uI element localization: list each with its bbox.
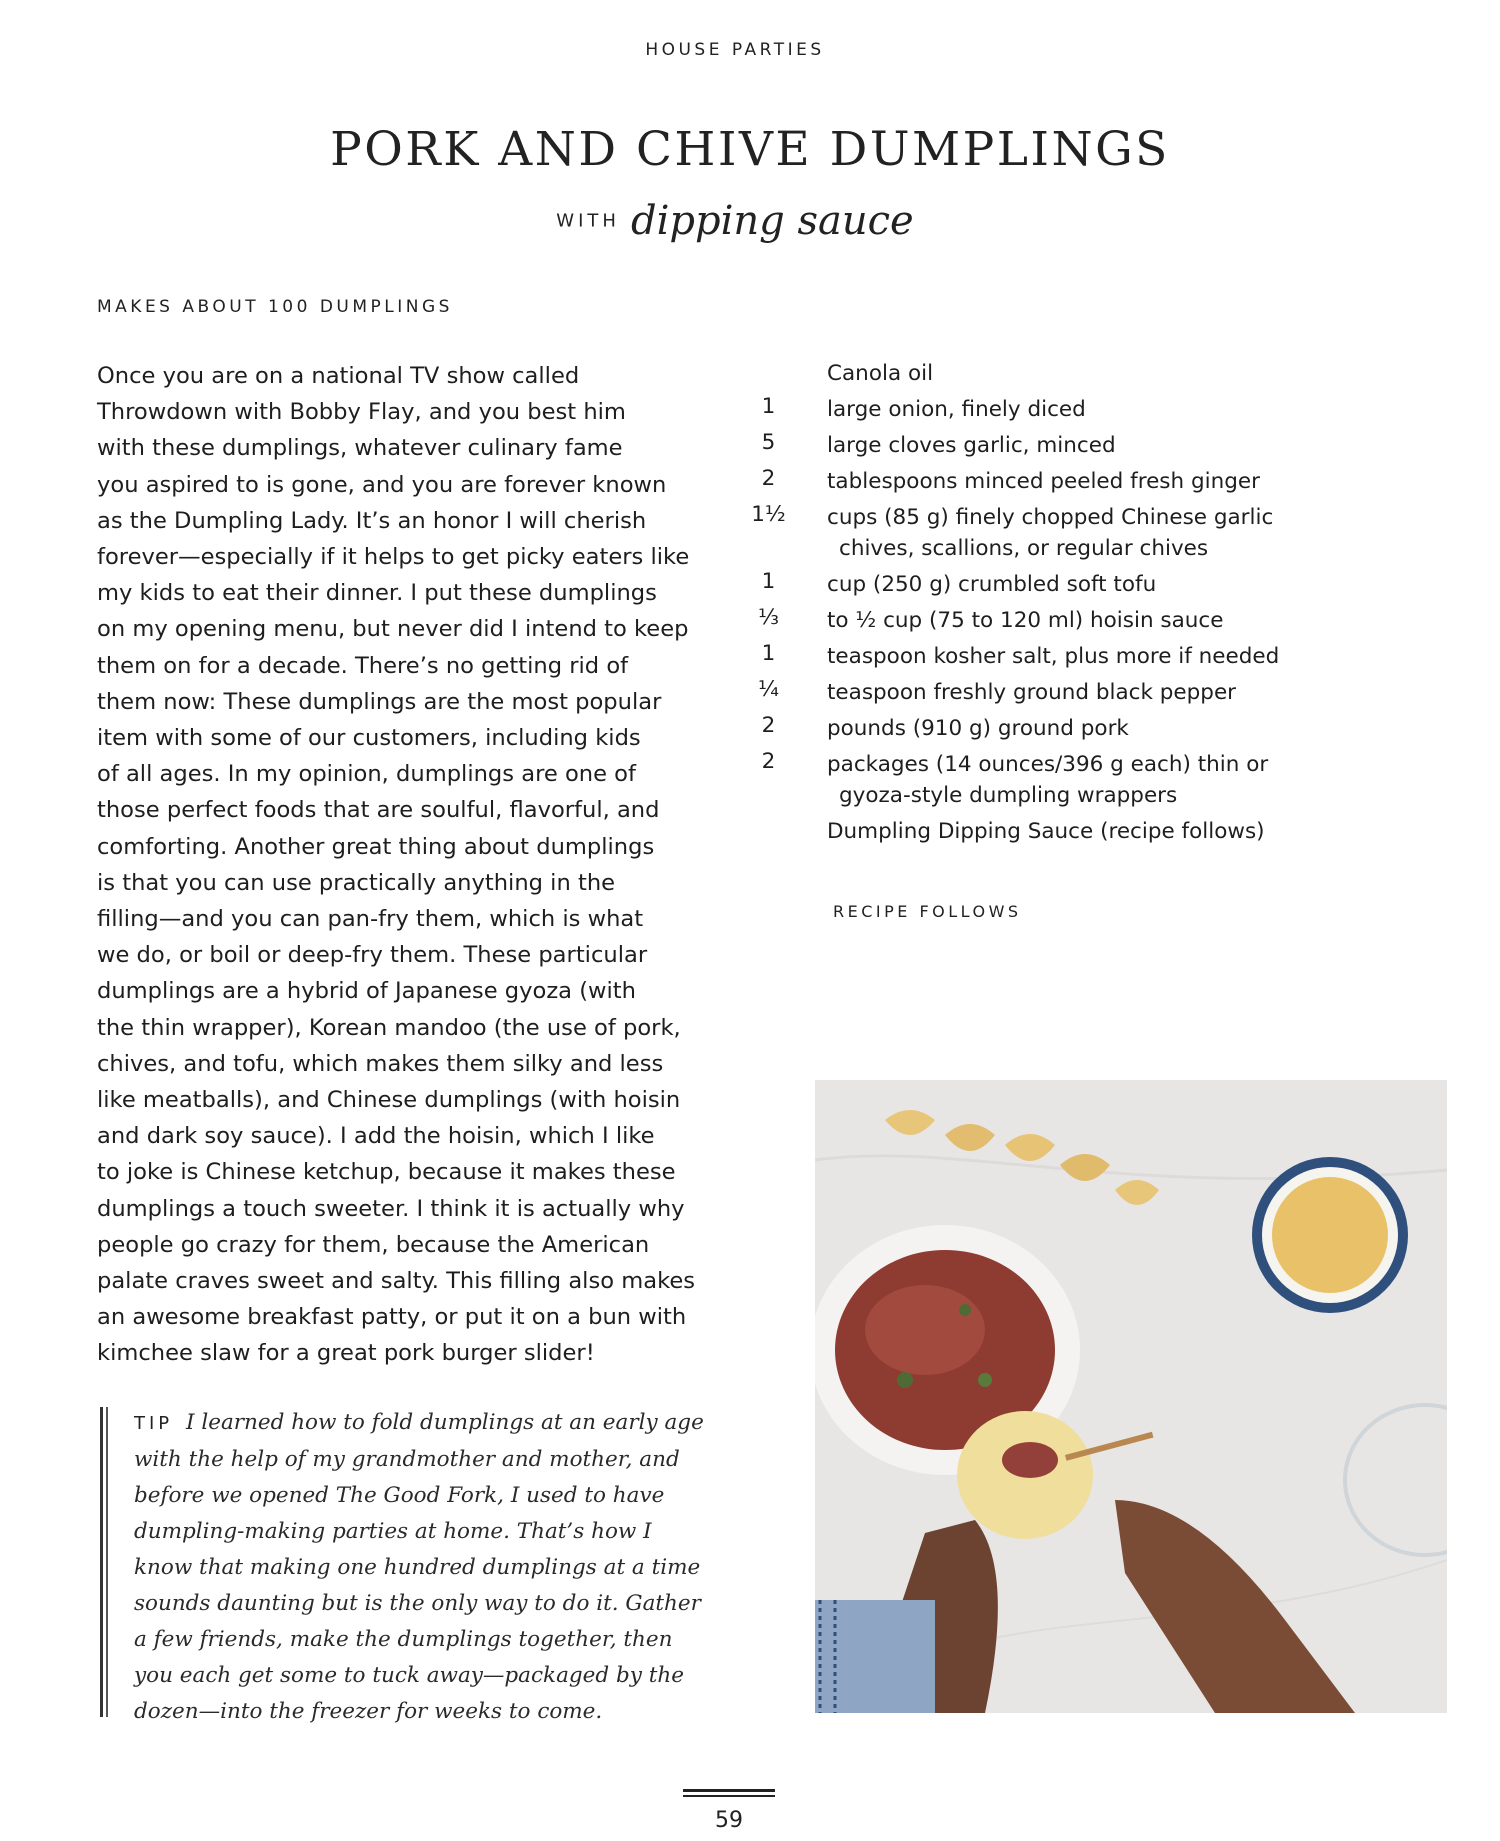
intro-text [97, 358, 737, 1372]
ingredient-description: pounds (910 g) ground pork [827, 716, 1129, 741]
intro-line: of all ages. In my opinion, dumplings are one of [97, 761, 636, 788]
intro-line: like meatballs), and Chinese dumplings (with hoisin [97, 1087, 681, 1114]
intro-line: on my opening menu, but never did I intend to keep [97, 616, 689, 643]
ingredient-description: tablespoons minced peeled fresh ginger [827, 469, 1260, 494]
ingredient-row [740, 677, 1340, 708]
ingredient-row [740, 569, 1340, 600]
ingredient-row [740, 394, 1340, 425]
intro-line: kimchee slaw for a great pork burger slider! [97, 1340, 595, 1367]
intro-line: filling—and you can pan-fry them, which is what [97, 906, 644, 933]
ingredient-continuation: chives, scallions, or regular chives [839, 536, 1209, 561]
ingredient-row [740, 816, 1340, 847]
ingredient-quantity: 5 [761, 430, 776, 455]
ingredient-text [797, 749, 1340, 811]
intro-line: and dark soy sauce). I add the hoisin, which I like [97, 1123, 655, 1150]
page-number-rule [683, 1789, 775, 1792]
subtitle-prefix: WITH [556, 210, 620, 232]
ingredient-row [740, 749, 1340, 811]
ingredient-text [797, 605, 1340, 636]
subtitle-italic: dipping sauce [631, 198, 914, 244]
recipe-yield: MAKES ABOUT 100 DUMPLINGS [97, 297, 453, 317]
intro-line: them on for a decade. There’s no getting rid of [97, 652, 629, 679]
tip-box [98, 1405, 704, 1724]
intro-line: as the Dumpling Lady. It’s an honor I will cherish [97, 507, 647, 534]
ingredient-row [740, 502, 1340, 564]
ingredient-description: teaspoon freshly ground black pepper [827, 680, 1237, 705]
intro-line: you aspired to is gone, and you are forever known [97, 471, 667, 498]
intro-line: forever—especially if it helps to get picky eaters like [97, 544, 690, 571]
ingredient-quantity: 1 [761, 394, 776, 419]
ingredient-row [740, 713, 1340, 744]
ingredient-row [740, 641, 1340, 672]
ingredient-quantity: 2 [761, 466, 776, 491]
ingredient-text [797, 816, 1340, 847]
ingredient-quantity: 1½ [751, 502, 786, 527]
ingredient-quantity: ¼ [758, 677, 779, 702]
section-header: HOUSE PARTIES [645, 40, 825, 60]
ingredient-row [740, 358, 1340, 389]
tip-rule-inner [106, 1407, 108, 1717]
intro-line: we do, or boil or deep-fry them. These particular [97, 942, 648, 969]
ingredient-text [797, 677, 1340, 708]
intro-line: to joke is Chinese ketchup, because it makes these [97, 1159, 676, 1186]
ingredient-description: cups (85 g) finely chopped Chinese garlic [827, 505, 1274, 530]
recipe-follows-label: RECIPE FOLLOWS [833, 902, 1022, 921]
ingredient-row [740, 605, 1340, 636]
intro-line: is that you can use practically anything in the [97, 869, 616, 896]
ingredient-quantity [740, 816, 797, 847]
intro-line: with these dumplings, whatever culinary fame [97, 435, 623, 462]
ingredient-description: large cloves garlic, minced [827, 433, 1116, 458]
ingredient-text [797, 466, 1340, 497]
ingredient-text [797, 502, 1340, 564]
tip-label: TIP [134, 1413, 174, 1434]
tip-body: I learned how to fold dumplings at an early age with the help of my grandmother and mother, and before we opened The Good Fork, I used to have dumpling-making parties at home. That’s how I know that making one hundred dumplings at a time sounds daunting but is the only way to do it. Gather a few friends, make the dumplings together, then you each get some to tuck away—packaged by the dozen—into the freezer for weeks to come. [134, 1410, 704, 1724]
intro-line: an awesome breakfast patty, or put it on a bun with [97, 1304, 687, 1331]
page-number-rule-lower [683, 1795, 775, 1797]
ingredient-text [797, 713, 1340, 744]
intro-line: dumplings a touch sweeter. I think it is actually why [97, 1195, 685, 1222]
ingredient-quantity: 2 [761, 713, 776, 738]
ingredient-description: to ½ cup (75 to 120 ml) hoisin sauce [827, 608, 1224, 633]
tip-text [134, 1405, 714, 1730]
ingredient-description: Canola oil [827, 361, 934, 386]
dumpling-photo [815, 1080, 1447, 1713]
photo-illustration [815, 1080, 1447, 1713]
ingredient-text [797, 641, 1340, 672]
intro-line: those perfect foods that are soulful, flavorful, and [97, 797, 660, 824]
ingredient-quantity: ⅓ [758, 605, 779, 630]
intro-line: the thin wrapper), Korean mandoo (the use of pork, [97, 1014, 681, 1041]
recipe-title: PORK AND CHIVE DUMPLINGS [330, 122, 1170, 177]
page-number: 59 [715, 1808, 743, 1833]
ingredient-description: teaspoon kosher salt, plus more if needed [827, 644, 1280, 669]
ingredient-row [740, 430, 1340, 461]
ingredient-quantity: 2 [761, 749, 776, 774]
ingredient-quantity [740, 358, 797, 389]
ingredient-text [797, 430, 1340, 461]
intro-line: item with some of our customers, including kids [97, 725, 641, 752]
ingredient-quantity: 1 [761, 641, 776, 666]
intro-line: chives, and tofu, which makes them silky and less [97, 1050, 664, 1077]
intro-line: dumplings are a hybrid of Japanese gyoza (with [97, 978, 636, 1005]
ingredient-description: Dumpling Dipping Sauce (recipe follows) [827, 819, 1265, 844]
tip-rule [100, 1407, 103, 1717]
intro-line: people go crazy for them, because the American [97, 1231, 650, 1258]
ingredient-list [740, 358, 1340, 847]
ingredient-continuation: gyoza-style dumpling wrappers [839, 783, 1178, 808]
ingredient-text [797, 394, 1340, 425]
intro-line: comforting. Another great thing about dumplings [97, 833, 655, 860]
intro-line: my kids to eat their dinner. I put these dumplings [97, 580, 657, 607]
intro-line: Once you are on a national TV show called [97, 363, 580, 389]
ingredient-row [740, 466, 1340, 497]
ingredient-description: packages (14 ounces/396 g each) thin or [827, 752, 1269, 777]
intro-line: Throwdown with Bobby Flay, and you best him [97, 399, 626, 426]
ingredient-description: cup (250 g) crumbled soft tofu [827, 572, 1157, 597]
intro-line: palate craves sweet and salty. This filling also makes [97, 1268, 696, 1295]
ingredient-text [797, 358, 1340, 389]
intro-line: them now: These dumplings are the most popular [97, 688, 662, 715]
ingredient-text [797, 569, 1340, 600]
ingredient-quantity: 1 [761, 569, 776, 594]
recipe-subtitle [0, 198, 1470, 244]
ingredient-description: large onion, finely diced [827, 397, 1086, 422]
